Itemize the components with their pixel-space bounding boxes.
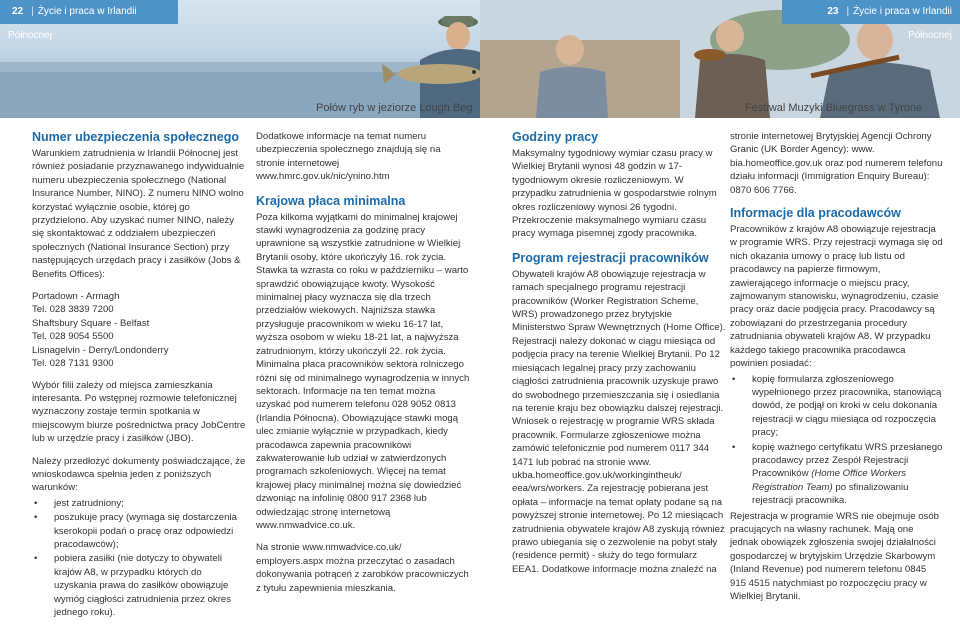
list-item-text: kopię ważnego certyfikatu WRS przesłanego pracodawcy przez Zespół Rejestracji Pracowników <box>752 441 943 480</box>
right-page-number: 23 <box>827 6 839 17</box>
list-item-text: po sfinalizowaniu rejestracji pracownika. <box>752 481 909 507</box>
heading-working-hours: Godziny pracy <box>512 130 599 144</box>
paragraph-deductions: Na stronie www.nmwadvice.co.uk/ employers.aspx można przeczytać o zasadach dokonywania potrąceń z zarobków pracowniczych z tytułu zapewnienia mieszkania. <box>256 542 469 594</box>
office-phone: Tel. 028 7131 9300 <box>32 358 114 370</box>
office-name: Shaftsbury Square - Belfast <box>32 317 150 329</box>
paragraph-border-agency: stronie internetowej Brytyjskiej Agencji Ochrony Granic (UK Border Agency): www. bia.homeoffice.gov.uk oraz pod numerem telefonu działu informacji (Immigration Enquiry Bureau): 0870 606 7766. <box>730 131 943 196</box>
employer-docs-list <box>730 373 944 508</box>
paragraph-nino: Warunkiem zatrudnienia w Irlandii Północnej jest również posiadanie przyznawanego indywidualnie numeru ubezpieczenia społecznego (National Insurance Number, NINO). Z numeru NINO wolno korzystać wyłącznie osobie, której go przydzielono. Aby uzyskać numer NINO, należy się skontaktować z oddziałem ubezpieczeń społecznych (National Insurance Section) przy następujących urzędach pracy i zasiłków (Jobs & Benefits Offices): <box>32 148 245 280</box>
paragraph-working-hours: Maksymalny tygodniowy wymiar czasu pracy w Wielkiej Brytanii wynosi 48 godzin w 17-tygodniowym okresie rozliczeniowym. W przypadku zatrudnienia w gospodarstwie rolnym okres rozliczeniowy wynosi 26 tygodni. Przekroczenie maksymalnego wymiaru czasu pracy wymaga pisemnej zgody pracownika. <box>512 148 717 240</box>
header-separator: | <box>846 6 850 17</box>
header-right <box>782 0 960 41</box>
caption-left: Połów ryb w jeziorze Lough Beg <box>316 102 473 114</box>
office-phone: Tel. 028 3839 7200 <box>32 304 114 316</box>
caption-right: Festiwal Muzyki Bluegrass w Tyrone <box>745 102 923 114</box>
paragraph-worker-registration: Obywateli krajów A8 obowiązuje rejestracja w ramach specjalnego programu rejestracji pracowników (Worker Registration Scheme, WRS) prowadzonego przez brytyjskie Ministerstwo Spraw Wewnętrznych (Home Office). Rejestracji należy dokonać w ciągu miesiąca od podjęcia pracy na terenie Wielkiej Brytanii. Po 12 miesiącach legalnej pracy przy zachowaniu ciągłości zatrudnienia pracownik uzyskuje prawo do swobodnego przemieszczania się i osiedlania na terenie kraju bez obowiązku dalszej rejestracji. Wniosek o rejestrację w programie WRS składa pracownik. Formularze zgłoszeniowe można zamówić telefonicznie pod numerem 0117 344 1471 lub pobrać na stronie www. ukba.homeoffice.gov.uk/workingintheuk/ eea/wrs/workers. Za rejestrację pobierana jest opłata – informacje na temat opłaty podane są na powyższej stronie internetowej. Po 12 miesiącach zatrudnienia obywatele krajów A8 zyskują również prawo ubiegania się o zezwolenie na pobyt stały (residence permit) - służy do tego formularz EEA1. Dodatkowe informacje można znaleźć na <box>512 268 726 575</box>
list-item: • pobiera zasiłki (nie dotyczy to obywateli krajów A8, w przypadku których do uzyskania prawa do zasiłków obowiązuje wymóg ciągłości zatrudnienia przez okres jednego roku). <box>32 552 246 619</box>
heading-worker-registration: Program rejestracji pracowników <box>512 250 709 265</box>
list-item <box>730 441 944 508</box>
paragraph-self-employed: Rejestracja w programie WRS nie obejmuje osób pracujących na własny rachunek. Mają one jednak obowiązek zgłoszenia swojej działalności gospodarczej w brytyjskim Urzędzie Skarbowym (Inland Revenue) pod numerem telefonu 0845 915 4515 natychmiast po rozpoczęciu pracy w Wielkiej Brytanii. <box>730 510 940 602</box>
list-item: • jest zatrudniony; <box>32 497 246 510</box>
offices-list <box>32 290 246 378</box>
right-header-title: Życie i praca w Irlandii Północnej <box>853 6 952 41</box>
column-2 <box>256 130 470 604</box>
column-1 <box>32 130 246 620</box>
conditions-list <box>32 497 246 620</box>
header-separator: | <box>31 6 34 17</box>
paragraph-branch-choice: Wybór filii zależy od miejsca zamieszkania interesanta. Po wstępnej rozmowie telefonicznej wyznaczony zostaje termin spotkania w miejscowym biurze pośrednictwa pracy JobCentre lub w urzędzie pracy i zasiłków (JBO). <box>32 379 246 445</box>
office-name: Lisnagelvin - Derry/Londonderry <box>32 344 169 356</box>
list-item: • poszukuje pracy (wymaga się dostarczenia kserokopii podań o pracę oraz odpowiedzi pracodawców); <box>32 511 246 551</box>
paragraph-employer-info: Pracowników z krajów A8 obowiązuje rejestracja w programie WRS. Przy rejestracji wymaga się od nich okazania umowy o pracę lub listu od pracodawcy na papierze firmowym, zawierającego informacje o miejscu pracy, zajmowanym stanowisku, wynagrodzeniu, czasie pracy oraz dacie podjęcia pracy. Pracodawcy są zobowiązani do przestrzegania procedury zatrudniania obywateli krajów A8. W przypadku każdego takiego pracownika pracodawca powinien posiadać: <box>730 224 943 370</box>
list-item-emphasis: (Home Office Workers Registration Team) <box>752 468 907 493</box>
heading-national-insurance: Numer ubezpieczenia społecznego <box>32 130 239 144</box>
left-page-number: 22 <box>12 6 24 17</box>
paragraph-nino-more-info: Dodatkowe informacje na temat numeru ubezpieczenia społecznego znajdują się na stronie internetowej www.hmrc.gov.uk/nic/ynino.htm <box>256 131 441 183</box>
heading-minimum-wage: Krajowa płaca minimalna <box>256 193 406 208</box>
left-header-title: Życie i praca w Irlandii Północnej <box>8 6 137 41</box>
header-left <box>0 0 178 41</box>
paragraph-minimum-wage: Poza kilkoma wyjątkami do minimalnej krajowej stawki wynagrodzenia za godzinę pracy uprawnione są wszystkie zatrudnione w Wielkiej Brytanii osoby, które ukończyły 16. rok życia. Stawka ta wzrasta co roku w październiku – warto sprawdzić obowiązujące kwoty. Wysokość minimalnej płacy wyznacza się dla trzech przedziałów wiekowych. Najniższa stawka przysługuje pracownikom w wieku 16-17 lat, wyższa osobom w wieku 18-21 lat, a najwyższa zatrudnionym, którzy ukończyli 22. rok życia. Minimalna płaca pracowników sektora rolniczego różni się od minimalnego wynagrodzenia w innych sektorach. Informacje na ten temat można uzyskać pod numerem telefonu 028 9052 0813 (Irlandia Północna). Obowiązujące stawki mogą ulec zmianie wyłącznie w przypadkach, kiedy pracodawca zapewnia pracownikowi zakwaterowanie lub udział w zatwierdzonych programach szkoleniowych. Więcej na temat krajowej płacy minimalnej można się dowiedzieć dzwoniąc na infolinię 0800 917 2368 lub odwiedzając stronę internetową www.nmwadvice.co.uk. <box>256 211 470 531</box>
list-item: • kopię formularza zgłoszeniowego wypełnionego przez pracownika, stanowiącą dowód, że podjął on kroki w celu dokonania rejestracji w ciągu miesiąca od rozpoczęcia pracy; <box>730 373 944 440</box>
column-4 <box>730 130 944 612</box>
office-phone: Tel. 028 9054 5500 <box>32 331 114 343</box>
heading-employer-info: Informacje dla pracodawców <box>730 206 901 221</box>
column-3 <box>512 130 726 585</box>
office-name: Portadown - Armagh <box>32 291 120 303</box>
paragraph-documents: Należy przedłożyć dokumenty poświadczające, że wnioskodawca spełnia jeden z poniższych warunków: <box>32 455 246 494</box>
